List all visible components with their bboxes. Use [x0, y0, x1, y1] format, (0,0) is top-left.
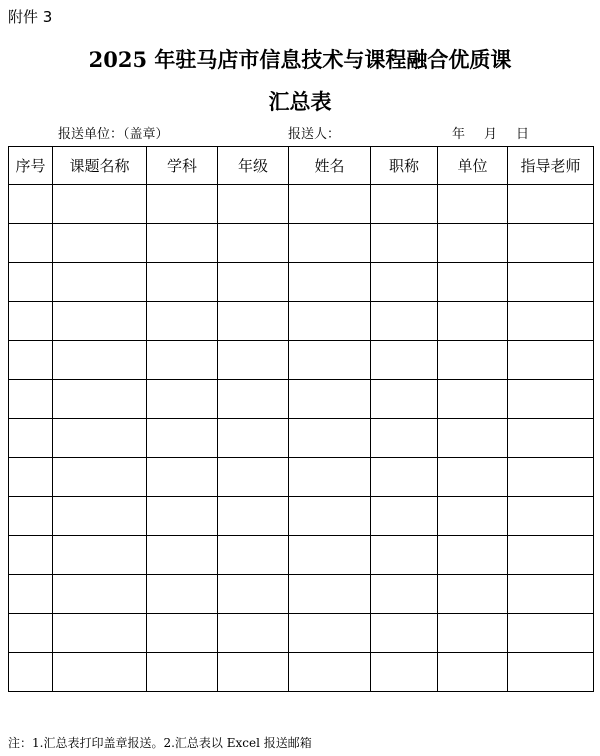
header-serial-number: 序号 — [9, 147, 53, 185]
table-cell[interactable] — [53, 380, 147, 419]
table-cell[interactable] — [508, 575, 594, 614]
table-cell[interactable] — [147, 419, 218, 458]
table-cell[interactable] — [218, 263, 289, 302]
table-cell[interactable] — [289, 536, 371, 575]
table-cell[interactable] — [438, 614, 508, 653]
table-cell[interactable] — [371, 575, 438, 614]
table-cell[interactable] — [438, 185, 508, 224]
table-cell[interactable] — [289, 497, 371, 536]
table-cell[interactable] — [218, 653, 289, 692]
date-day-label: 日 — [516, 127, 530, 142]
table-cell[interactable] — [438, 419, 508, 458]
table-row — [9, 302, 594, 341]
table-cell[interactable] — [53, 419, 147, 458]
table-cell[interactable] — [218, 302, 289, 341]
table-cell[interactable] — [147, 575, 218, 614]
table-cell[interactable] — [508, 302, 594, 341]
table-cell[interactable] — [53, 185, 147, 224]
table-cell[interactable] — [371, 497, 438, 536]
document-title-line2: 汇总表 — [268, 89, 332, 114]
table-cell[interactable] — [147, 263, 218, 302]
table-cell[interactable] — [218, 497, 289, 536]
table-row — [9, 224, 594, 263]
table-cell[interactable] — [371, 263, 438, 302]
table-cell[interactable] — [147, 536, 218, 575]
table-cell[interactable] — [289, 653, 371, 692]
table-row — [9, 419, 594, 458]
table-cell[interactable] — [9, 341, 53, 380]
footnote: 注：1.汇总表打印盖章报送。2.汇总表以 Excel 报送邮箱 — [8, 736, 312, 750]
table-cell[interactable] — [9, 575, 53, 614]
table-cell[interactable] — [438, 536, 508, 575]
table-cell[interactable] — [508, 497, 594, 536]
table-cell[interactable] — [508, 263, 594, 302]
table-cell[interactable] — [147, 302, 218, 341]
table-cell[interactable] — [508, 536, 594, 575]
table-cell[interactable] — [9, 614, 53, 653]
table-row — [9, 263, 594, 302]
header-name: 姓名 — [289, 147, 371, 185]
table-cell[interactable] — [53, 341, 147, 380]
table-cell[interactable] — [218, 224, 289, 263]
table-cell[interactable] — [218, 458, 289, 497]
table-cell[interactable] — [147, 458, 218, 497]
reporting-unit-label: 报送单位：（盖章） — [58, 127, 169, 142]
table-row — [9, 497, 594, 536]
table-cell[interactable] — [9, 185, 53, 224]
table-cell[interactable] — [9, 302, 53, 341]
table-cell[interactable] — [218, 536, 289, 575]
table-cell[interactable] — [289, 185, 371, 224]
table-cell[interactable] — [289, 380, 371, 419]
date-month-label: 月 — [484, 127, 498, 142]
table-cell[interactable] — [371, 302, 438, 341]
table-cell[interactable] — [9, 263, 53, 302]
table-cell[interactable] — [289, 458, 371, 497]
table-cell[interactable] — [9, 380, 53, 419]
table-cell[interactable] — [147, 341, 218, 380]
table-cell[interactable] — [147, 653, 218, 692]
table-cell[interactable] — [508, 419, 594, 458]
table-row — [9, 458, 594, 497]
table-row — [9, 575, 594, 614]
table-cell[interactable] — [9, 536, 53, 575]
table-cell[interactable] — [147, 380, 218, 419]
table-cell[interactable] — [9, 458, 53, 497]
header-subject: 学科 — [147, 147, 218, 185]
table-cell[interactable] — [371, 653, 438, 692]
reporter-label: 报送人： — [288, 127, 341, 142]
table-cell[interactable] — [289, 263, 371, 302]
table-cell[interactable] — [53, 497, 147, 536]
header-unit: 单位 — [438, 147, 508, 185]
table-cell[interactable] — [289, 419, 371, 458]
table-cell[interactable] — [53, 263, 147, 302]
table-cell[interactable] — [438, 575, 508, 614]
summary-table — [8, 146, 594, 692]
table-cell[interactable] — [289, 614, 371, 653]
table-cell[interactable] — [218, 614, 289, 653]
table-row — [9, 380, 594, 419]
table-cell[interactable] — [371, 185, 438, 224]
table-cell[interactable] — [371, 614, 438, 653]
table-cell[interactable] — [289, 341, 371, 380]
table-cell[interactable] — [53, 575, 147, 614]
table-row — [9, 536, 594, 575]
date-year-label: 年 — [452, 127, 466, 142]
header-advisor: 指导老师 — [508, 147, 594, 185]
table-row — [9, 341, 594, 380]
document-title-line1: 2025 年驻马店市信息技术与课程融合优质课 — [88, 47, 512, 72]
table-cell[interactable] — [438, 380, 508, 419]
table-header-row — [9, 147, 594, 185]
table-cell[interactable] — [53, 458, 147, 497]
table-cell[interactable] — [147, 185, 218, 224]
table-cell[interactable] — [371, 419, 438, 458]
header-title-rank: 职称 — [371, 147, 438, 185]
table-cell[interactable] — [53, 302, 147, 341]
table-cell[interactable] — [508, 224, 594, 263]
table-cell[interactable] — [147, 614, 218, 653]
header-grade: 年级 — [218, 147, 289, 185]
table-cell[interactable] — [508, 614, 594, 653]
table-row — [9, 614, 594, 653]
table-cell[interactable] — [218, 341, 289, 380]
table-cell[interactable] — [438, 497, 508, 536]
table-cell[interactable] — [218, 575, 289, 614]
table-cell[interactable] — [371, 380, 438, 419]
table-cell[interactable] — [508, 380, 594, 419]
table-cell[interactable] — [438, 224, 508, 263]
table-cell[interactable] — [508, 458, 594, 497]
table-cell[interactable] — [508, 185, 594, 224]
table-cell[interactable] — [147, 224, 218, 263]
table-cell[interactable] — [218, 419, 289, 458]
table-row — [9, 653, 594, 692]
table-cell[interactable] — [218, 185, 289, 224]
table-cell[interactable] — [53, 614, 147, 653]
header-topic-name: 课题名称 — [53, 147, 147, 185]
report-date — [452, 123, 548, 142]
table-cell[interactable] — [289, 575, 371, 614]
table-cell[interactable] — [218, 380, 289, 419]
table-cell[interactable] — [53, 536, 147, 575]
attachment-label: 附件 3 — [8, 8, 53, 26]
table-cell[interactable] — [371, 536, 438, 575]
table-cell[interactable] — [147, 497, 218, 536]
table-cell[interactable] — [9, 419, 53, 458]
table-cell[interactable] — [438, 302, 508, 341]
table-cell[interactable] — [9, 497, 53, 536]
table-cell[interactable] — [9, 653, 53, 692]
table-cell[interactable] — [371, 341, 438, 380]
table-cell[interactable] — [371, 224, 438, 263]
table-cell[interactable] — [508, 653, 594, 692]
table-cell[interactable] — [53, 653, 147, 692]
table-cell[interactable] — [438, 653, 508, 692]
table-row — [9, 185, 594, 224]
table-cell[interactable] — [53, 224, 147, 263]
table-cell[interactable] — [289, 224, 371, 263]
table-cell[interactable] — [438, 341, 508, 380]
table-cell[interactable] — [371, 458, 438, 497]
table-cell[interactable] — [9, 224, 53, 263]
table-cell[interactable] — [438, 458, 508, 497]
table-cell[interactable] — [508, 341, 594, 380]
table-cell[interactable] — [438, 263, 508, 302]
table-cell[interactable] — [289, 302, 371, 341]
